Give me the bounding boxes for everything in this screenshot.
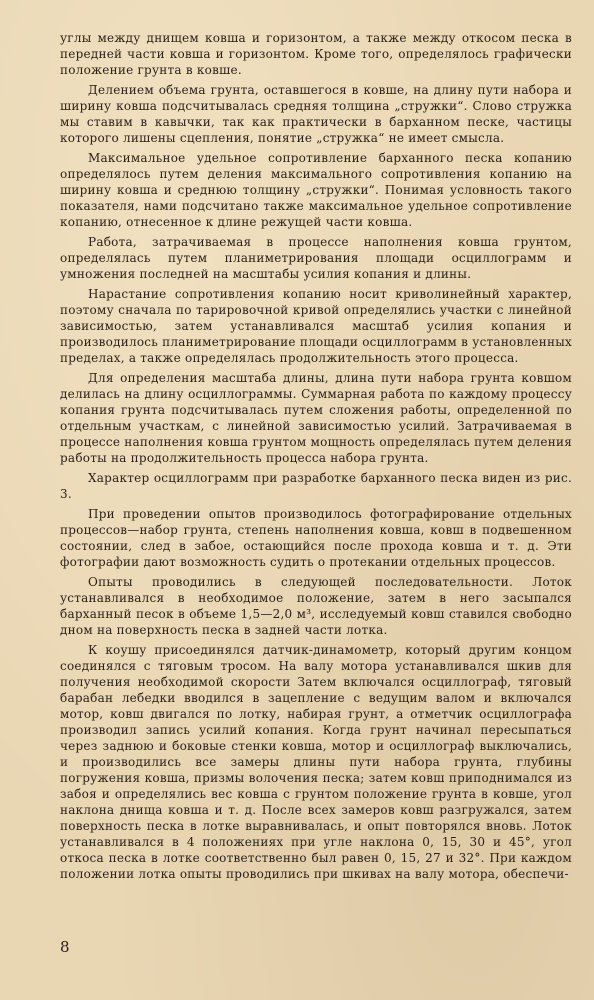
paragraph-9: Опыты проводились в следующей последовательности. Лоток устанавливался в необходимое положение, затем в него засыпался барханный песок в объеме 1,5—2,0 м³, исследуемый ковш ставился свободно дном на поверхность песка в задней части лотка. <box>60 575 572 637</box>
paragraph-6: Для определения масштаба длины, длина пути набора грунта ковшом делилась на длину осциллограммы. Суммарная работа по каждому процессу копания грунта подсчитывалась путем сложения работы, определенной по отдельным участкам, с линейной зависимостью усилий. Затрачиваемая в процессе наполнения ковша грунтом мощность определялась путем деления работы на продолжительность процесса набора грунта. <box>60 371 572 465</box>
paragraph-3: Максимальное удельное сопротивление барханного песка копанию определялось путем деления максимального сопротивления копанию на ширину ковша и среднюю толщину „стружки“. Понимая условность такого показателя, нами подсчитано также максимальное удельное сопротивление копанию, отнесенное к длине режущей части ковша. <box>60 151 572 229</box>
paragraph-7: Характер осциллограмм при разработке барханного песка виден из рис. 3. <box>60 471 572 501</box>
paragraph-2: Делением объема грунта, оставшегося в ковше, на длину пути набора и ширину ковша подсчитывалась средняя толщина „стружки“. Слово стружка мы ставим в кавычки, так как практически в барханном песке, частицы которого лишены сцепления, понятие „стружка“ не имеет смысла. <box>60 83 572 145</box>
body-text <box>60 30 572 886</box>
page-number: 8 <box>60 938 70 956</box>
paragraph-8: При проведении опытов производилось фотографирование отдельных процессов—набор грунта, степень наполнения ковша, ковш в подвешенном состоянии, след в забое, остающийся после прохода ковша и т. д. Эти фотографии дают возможность судить о протекании отдельных процессов. <box>60 507 572 569</box>
paragraph-1: углы между днищем ковша и горизонтом, а также между откосом песка в передней части ковша и горизонтом. Кроме того, определялось графически положение грунта в ковше. <box>60 31 572 77</box>
paragraph-5: Нарастание сопротивления копанию носит криволинейный характер, поэтому сначала по тарировочной кривой определялись участки с линейной зависимостью, затем устанавливался масштаб усилия копания и производилось планиметрирование площади осциллограмм в установленных пределах, а также определялась продолжительность этого процесса. <box>60 287 572 365</box>
paragraph-4: Работа, затрачиваемая в процессе наполнения ковша грунтом, определялась путем планиметрирования площади осциллограмм и умножения последней на масштабы усилия копания и длины. <box>60 235 572 281</box>
paragraph-10: К коушу присоединялся датчик-динамометр, который другим концом соединялся с тяговым тросом. На валу мотора устанавливался шкив для получения необходимой скорости Затем включался осциллограф, тяговый барабан лебедки вводился в зацепление с ведущим валом и включался мотор, ковш двигался по лотку, набирая грунт, а отметчик осциллографа производил запись усилий копания. Когда грунт начинал пересыпаться через заднюю и боковые стенки ковша, мотор и осциллограф выключались, и производились все замеры длины пути набора грунта, глубины погружения ковша, призмы волочения песка; затем ковш приподнимался из забоя и определялись вес ковша с грунтом положение грунта в ковше, угол наклона днища ковша и т. д. После всех замеров ковш разгружался, затем поверхность песка в лотке выравнивалась, и опыт повторялся вновь. Лоток устанавливался в 4 положениях при угле наклона 0, 15, 30 и 45°, угол откоса песка в лотке соответственно был равен 0, 15, 27 и 32°. При каждом положении лотка опыты проводились при шкивах на валу мотора, обеспечи- <box>60 643 572 881</box>
